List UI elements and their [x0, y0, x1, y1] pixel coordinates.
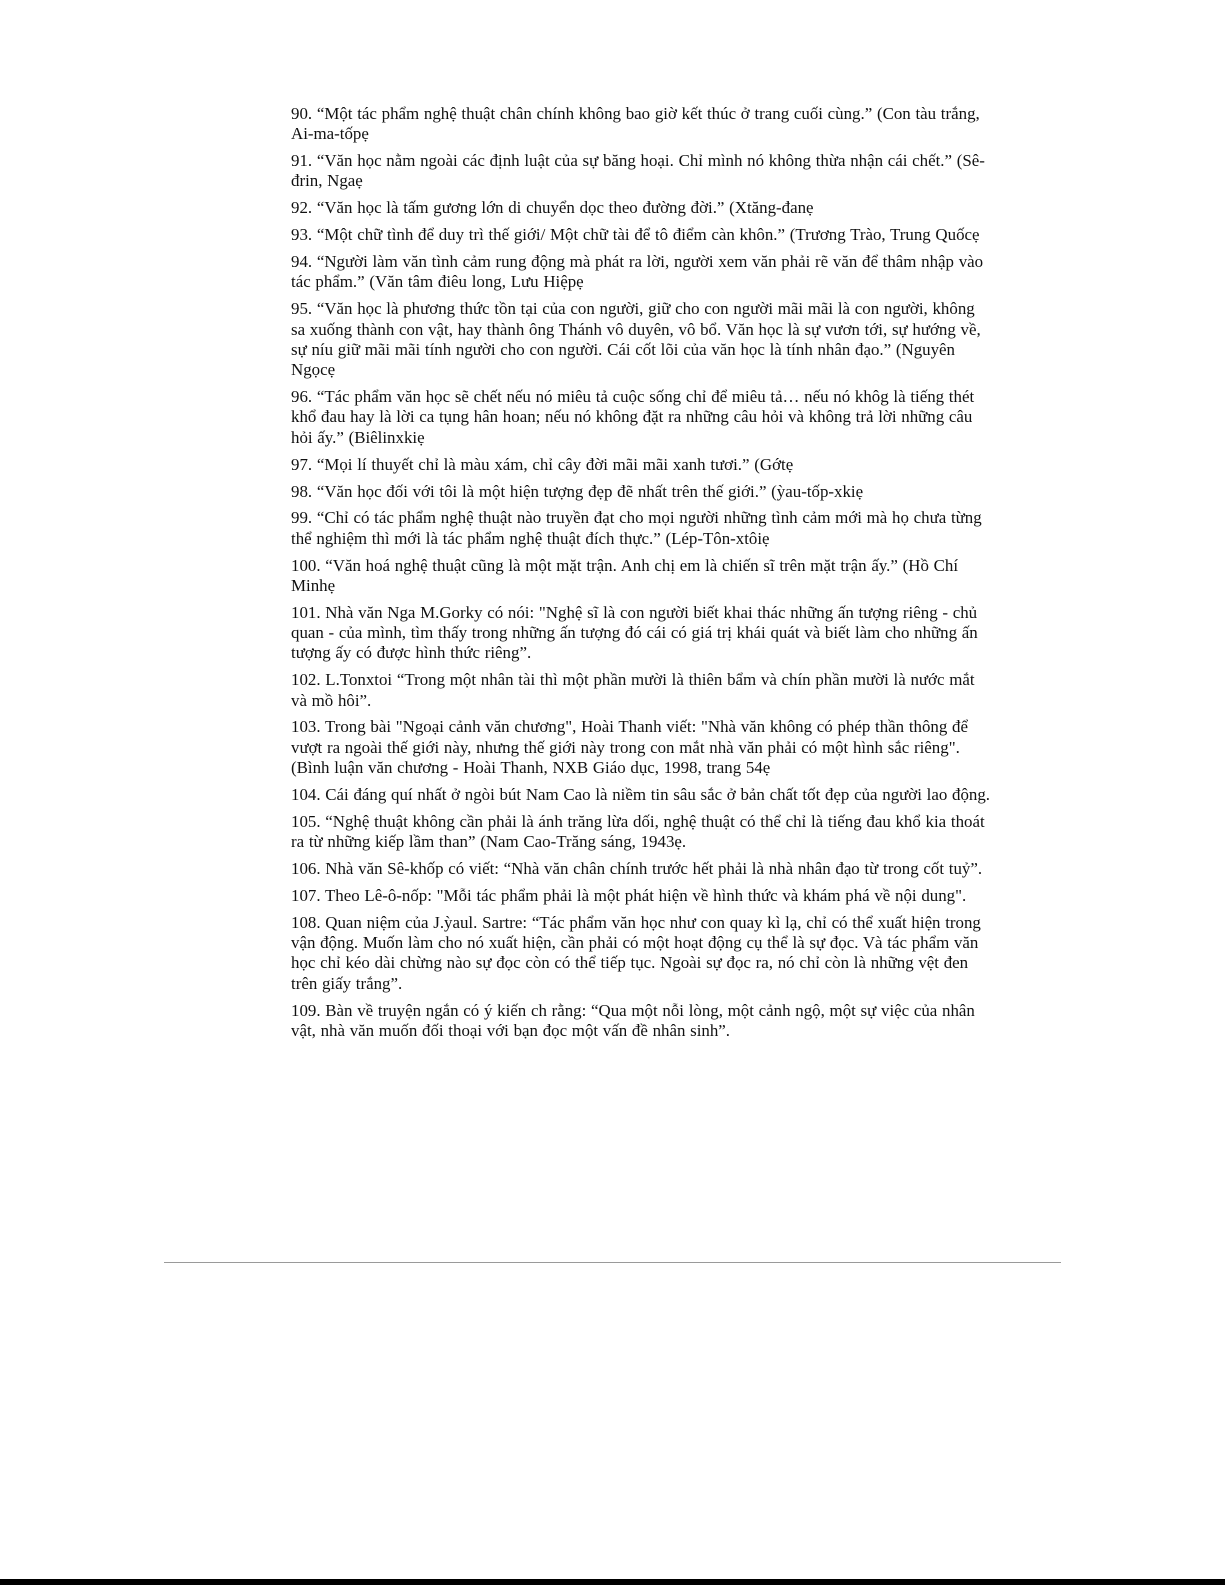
- quote-paragraph: 105. “Nghệ thuật không cần phải là ánh trăng lừa dối, nghệ thuật có thể chỉ là tiếng đau khổ kia thoát ra từ những kiếp lầm than” (Nam Cao-Trăng sáng, 1943ẹ.: [291, 811, 985, 852]
- quote-paragraph: 107. Theo Lê-ô-nốp: "Mỗi tác phẩm phải là một phát hiện về hình thức và khám phá về nội dung".: [291, 885, 967, 905]
- quote-list: [291, 104, 991, 1048]
- quote-paragraph: 104. Cái đáng quí nhất ở ngòi bút Nam Cao là niềm tin sâu sắc ở bản chất tốt đẹp của người lao động.: [291, 784, 991, 804]
- quote-paragraph: 100. “Văn hoá nghệ thuật cũng là một mặt trận. Anh chị em là chiến sĩ trên mặt trận ấy.” (Hồ Chí Minhẹ: [291, 555, 959, 595]
- quote-paragraph: 91. “Văn học nằm ngoài các định luật của sự băng hoại. Chỉ mình nó không thừa nhận cái chết.” (Sê-đrin, Ngaẹ: [291, 151, 985, 191]
- quote-paragraph: 93. “Một chữ tình để duy trì thế giới/ Một chữ tài để tô điểm càn khôn.” (Trương Trào, Trung Quốcẹ: [291, 225, 980, 245]
- quote-paragraph: 99. “Chỉ có tác phẩm nghệ thuật nào truyền đạt cho mọi người những tình cảm mới mà họ chưa từng thể nghiệm thì mới là tác phẩm nghệ thuật đích thực.” (Lép-Tôn-xtôiẹ: [291, 508, 982, 548]
- footer-divider: [164, 1262, 1061, 1263]
- quote-paragraph: 96. “Tác phẩm văn học sẽ chết nếu nó miêu tả cuộc sống chỉ để miêu tả… nếu nó khôg là tiếng thét khổ đau hay là lời ca tụng hân hoan; nếu nó không đặt ra những câu hỏi và không trả lời những câu hỏi ấy.” (Biêlinxkiẹ: [291, 387, 975, 447]
- quote-paragraph: 95. “Văn học là phương thức tồn tại của con người, giữ cho con người mãi mãi là con người, không sa xuống thành con vật, hay thành ông Thánh vô duyên, vô bổ. Văn học là sự vươn tới, sự hướng về, sự níu giữ mãi mãi tính người cho con người. Cái cốt lõi của văn học là tính nhân đạo.” (Nguyên Ngọcẹ: [291, 299, 981, 380]
- quote-paragraph: 109. Bàn về truyện ngắn có ý kiến ch rằng: “Qua một nỗi lòng, một cảnh ngộ, một sự việc của nhân vật, nhà văn muốn đối thoại với bạn đọc một vấn đề nhân sinh”.: [291, 1000, 975, 1040]
- quote-paragraph: 102. L.Tonxtoi “Trong một nhân tài thì một phần mười là thiên bẩm và chín phần mười là nước mắt và mồ hôi”.: [291, 670, 975, 710]
- quote-paragraph: 92. “Văn học là tấm gương lớn di chuyển dọc theo đường đời.” (Xtăng-đanẹ: [291, 198, 814, 218]
- quote-paragraph: 98. “Văn học đối với tôi là một hiện tượng đẹp đẽ nhất trên thế giới.” (ỳau-tốp-xkiẹ: [291, 481, 864, 501]
- quote-paragraph: 94. “Người làm văn tình cảm rung động mà phát ra lời, người xem văn phải rẽ văn để thâm nhập vào tác phẩm.” (Văn tâm điêu long, Lưu Hiệpẹ: [291, 252, 984, 292]
- page-bottom-edge: [0, 1579, 1225, 1585]
- quote-paragraph: 90. “Một tác phẩm nghệ thuật chân chính không bao giờ kết thúc ở trang cuối cùng.” (Con tàu trắng, Ai-ma-tốpẹ: [291, 104, 980, 144]
- quote-paragraph: 101. Nhà văn Nga M.Gorky có nói: "Nghệ sĩ là con người biết khai thác những ấn tượng riêng - chủ quan - của mình, tìm thấy trong những ấn tượng đó cái có giá trị khái quát và biết làm cho những ấn tượng ấy có được hình thức riêng”.: [291, 602, 978, 663]
- quote-paragraph: 108. Quan niệm của J.ỳaul. Sartre: “Tác phẩm văn học như con quay kì lạ, chỉ có thể xuất hiện trong vận động. Muốn làm cho nó xuất hiện, cần phải có một hoạt động cụ thể là sự đọc. Và tác phẩm văn học chỉ kéo dài chừng nào sự đọc còn có thể tiếp tục. Ngoài sự đọc ra, nó chỉ còn là những vệt đen trên giấy trắng”.: [291, 912, 981, 993]
- quote-paragraph: 103. Trong bài "Ngoại cảnh văn chương", Hoài Thanh viết: "Nhà văn không có phép thần thông để vượt ra ngoài thế giới này, nhưng thế giới này trong con mắt nhà văn phải có một hình sắc riêng". (Bình luận văn chương - Hoài Thanh, NXB Giáo dục, 1998, trang 54ẹ: [291, 717, 968, 778]
- quote-paragraph: 97. “Mọi lí thuyết chỉ là màu xám, chỉ cây đời mãi mãi xanh tươi.” (Gớtẹ: [291, 454, 794, 474]
- quote-paragraph: 106. Nhà văn Sê-khốp có viết: “Nhà văn chân chính trước hết phải là nhà nhân đạo từ trong cốt tuỷ”.: [291, 859, 983, 878]
